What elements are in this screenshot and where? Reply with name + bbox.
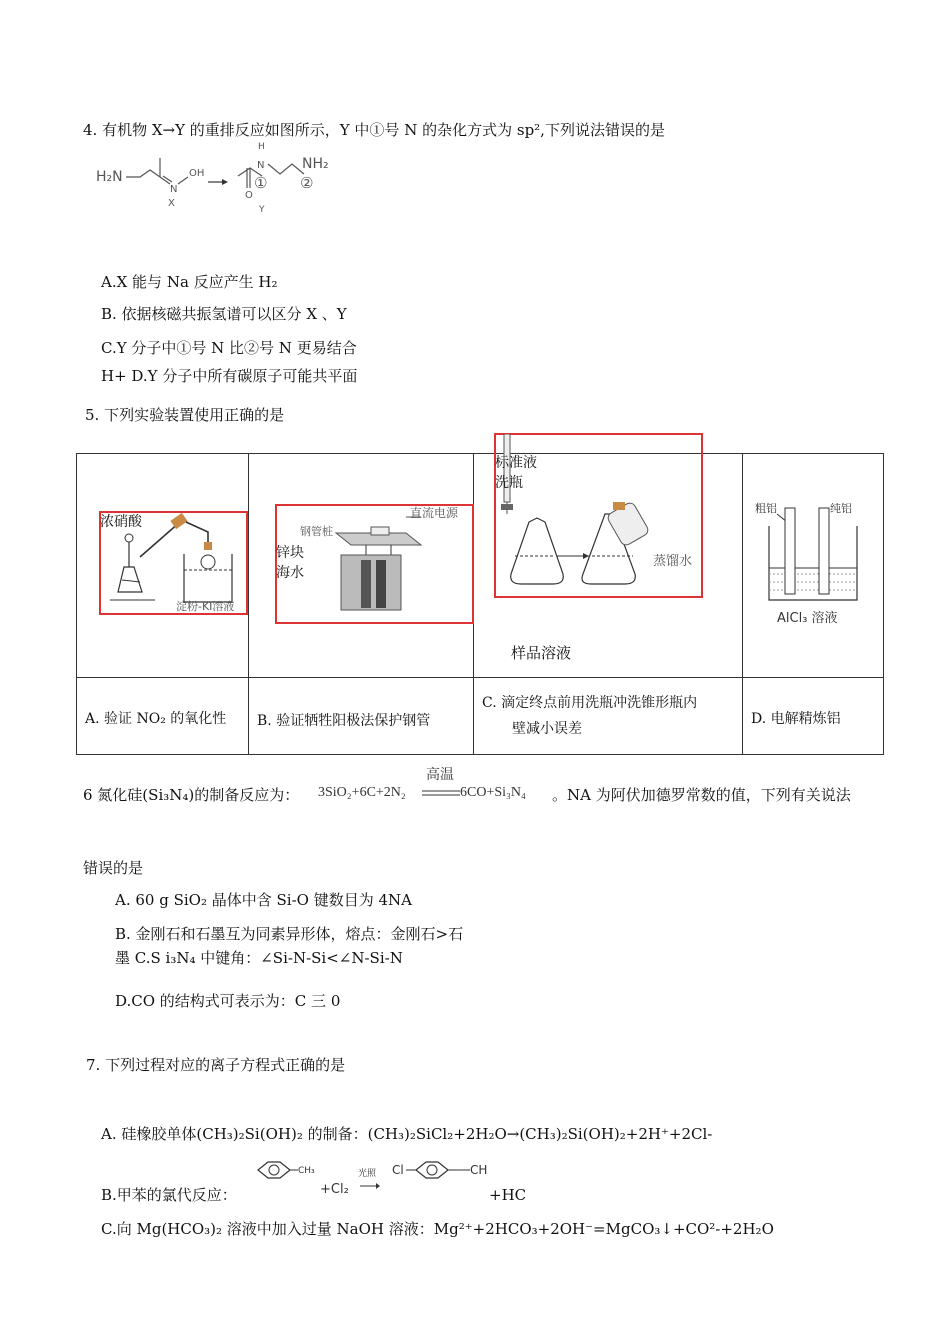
circle-1: ① — [254, 174, 268, 192]
fig-c-label-standard: 标准液 — [495, 455, 537, 471]
svg-text:N: N — [170, 184, 178, 195]
fig-b-label-zinc: 锌块 — [276, 545, 304, 561]
fig-d-label-pure: 纯铝 — [830, 502, 852, 515]
fig-b-label-power: 直流电源 — [410, 506, 459, 520]
cell-c-caption: C. 滴定终点前用洗瓶冲洗锥形瓶内 壁减小误差 — [474, 678, 743, 755]
q4-option-a: A.X 能与 Na 反应产生 H₂ — [101, 273, 278, 291]
fig-c-label-sample: 样品溶液 — [511, 644, 572, 662]
q6-option-a: A. 60 g SiO₂ 晶体中含 Si-O 键数目为 4NA — [115, 891, 412, 909]
q4-option-b: B. 依据核磁共振氢谱可以区分 X 、Y — [101, 305, 347, 323]
fig-d-apparatus — [755, 498, 875, 628]
q6-eq-right: 6CO+Si₃N₄ — [460, 785, 526, 800]
q7-toluene-reaction — [248, 1150, 498, 1200]
cell-b-caption: B. 验证牺牲阳极法保护钢管 — [249, 678, 474, 755]
fig-b-label-seawater: 海水 — [276, 565, 304, 581]
fig-b-apparatus — [276, 505, 470, 620]
y-h: H — [258, 142, 265, 152]
y-label: Y — [259, 205, 265, 215]
q7-option-b-pre: B.甲苯的氯代反应： — [101, 1186, 237, 1204]
x-label: X — [168, 198, 175, 209]
fig-a-label-acid: 浓硝酸 — [100, 514, 142, 530]
q6-eq-condition: 高温 — [426, 767, 454, 783]
q6-option-b2: 墨 C.S i₃N₄ 中键角：∠Si-N-Si<∠N-Si-N — [115, 949, 403, 967]
fig-c-label-washbottle: 洗瓶 — [495, 475, 523, 491]
q7-option-c: C.向 Mg(HCO₃)₂ 溶液中加入过量 NaOH 溶液：Mg²⁺+2HCO₃+2OH⁻=MgCO₃↓+CO²-+2H₂O — [101, 1220, 774, 1238]
q7-cond: 光照 — [358, 1169, 377, 1179]
fig-a-label-ki: 淀粉-KI溶液 — [176, 600, 235, 612]
q4-option-c: C.Y 分子中①号 N 比②号 N 更易结合 — [101, 339, 357, 357]
q6-eq-sign — [422, 789, 460, 799]
cell-d-caption: D. 电解精炼铝 — [743, 678, 884, 755]
q6-option-b: B. 金刚石和石墨互为同素异形体，熔点：金刚石>石 — [115, 925, 464, 943]
q5-stem: 5. 下列实验装置使用正确的是 — [85, 406, 285, 424]
q7-stem: 7. 下列过程对应的离子方程式正确的是 — [86, 1056, 346, 1074]
q6-option-d: D.CO 的结构式可表示为：C 三 0 — [115, 992, 341, 1010]
q6-stem-2: 错误的是 — [83, 859, 144, 877]
fig-c-apparatus — [495, 434, 699, 594]
q7-cl2: +Cl₂ — [320, 1182, 349, 1197]
x-h2n: H₂N — [96, 169, 123, 185]
q4-structure-figure — [96, 140, 336, 215]
q4-option-d: H+ D.Y 分子中所有碳原子可能共平面 — [101, 367, 358, 385]
fig-c-label-water: 蒸馏水 — [653, 554, 693, 569]
fig-d-label-solution: AlCl₃ 溶液 — [777, 611, 838, 626]
circle-2: ② — [300, 174, 314, 192]
q6-stem-pre: 6 氮化硅(Si₃N₄)的制备反应为： — [83, 786, 300, 804]
y-n: N — [257, 160, 265, 171]
fig-d-label-crude: 粗铝 — [755, 502, 777, 515]
y-nh2: NH₂ — [302, 156, 329, 172]
q7-ch: CH — [470, 1163, 488, 1177]
fig-a-apparatus — [100, 512, 244, 612]
q6-stem-post: 。NA 为阿伏加德罗常数的值，下列有关说法 — [552, 786, 851, 804]
q7-cl: Cl — [392, 1163, 404, 1177]
q7-ch3: CH₃ — [298, 1166, 315, 1176]
cell-a-caption: A. 验证 NO₂ 的氧化性 — [77, 678, 249, 755]
x-oh: OH — [189, 168, 205, 179]
q7-option-b-post: +HC — [489, 1186, 527, 1204]
q7-option-a: A. 硅橡胶单体(CH₃)₂Si(OH)₂ 的制备：(CH₃)₂SiCl₂+2H₂O→(CH₃)₂Si(OH)₂+2H⁺+2Cl- — [101, 1125, 713, 1143]
y-o: O — [245, 190, 253, 201]
q4-stem: 4. 有机物 X→Y 的重排反应如图所示，Y 中①号 N 的杂化方式为 sp²,下列说法错误的是 — [83, 121, 665, 139]
fig-b-label-pipe: 钢管桩 — [300, 525, 333, 538]
q6-eq-left: 3SiO₂+6C+2N₂ — [318, 785, 406, 800]
